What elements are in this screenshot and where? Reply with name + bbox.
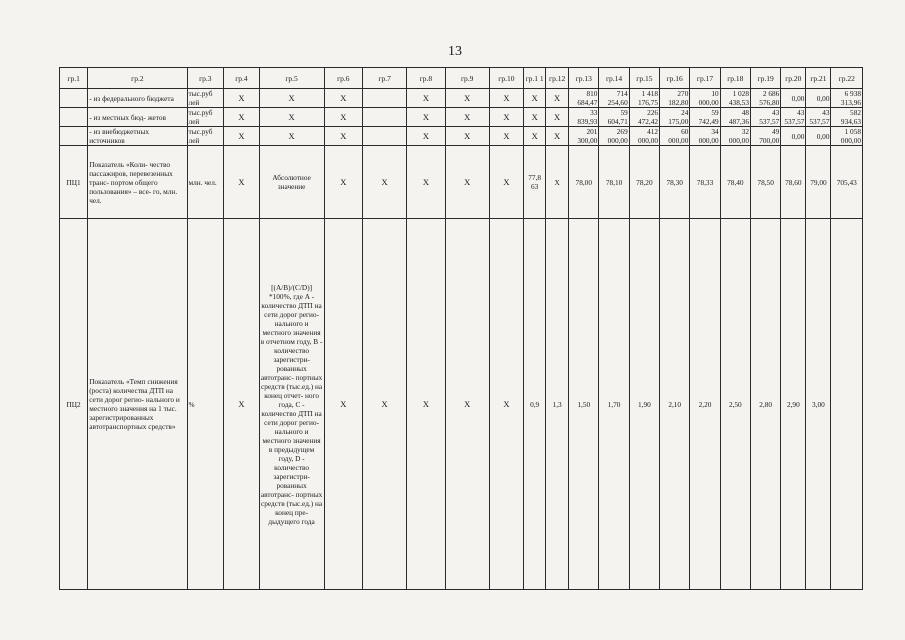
amount-cell [660,89,690,108]
unit-cell: млн. чел. [187,146,224,219]
amount-top: 412 [647,127,659,136]
amount-top: 269 [616,127,628,136]
value-cell: X [324,89,363,108]
value-cell: X [546,89,569,108]
value-cell: X [407,127,446,146]
indicator-value-cell: 78,33 [690,146,720,219]
amount-top: 201 [586,127,598,136]
amount-cell [629,89,659,108]
amount-bottom: 313,96 [840,98,861,107]
amount-bottom: 000,00 [698,98,719,107]
header-cell: гр.1 1 [524,68,546,89]
value-cell: X [259,89,324,108]
amount-cell [569,89,599,108]
table-body [60,68,863,590]
indicator-value-cell: 2,80 [750,219,780,590]
amount-cell [781,89,806,108]
value-cell: X [224,219,260,590]
indicator-value-cell: 2,90 [781,219,806,590]
amount-top: 1 028 [732,89,749,98]
value-cell: X [445,127,489,146]
amount-cell [831,89,863,108]
value-cell: X [524,127,546,146]
indicator-code-cell: ПЦ1 [60,146,88,219]
value-cell: X [259,127,324,146]
amount-cell [569,108,599,127]
amount-bottom: 0,00 [791,131,805,141]
value-cell [363,108,407,127]
amount-bottom: 934,63 [840,117,861,126]
amount-top: 60 [681,127,689,136]
amount-top: 1 418 [641,89,659,98]
amount-bottom: 438,53 [728,98,749,107]
value-cell: X [546,127,569,146]
indicator-value-cell: 78,40 [720,146,750,219]
amount-cell [629,108,659,127]
amount-bottom: 000,00 [698,136,719,145]
header-cell: гр.13 [569,68,599,89]
code-cell [60,127,88,146]
amount-cell [831,108,863,127]
amount-bottom: 176,75 [637,98,659,107]
table-row [60,127,863,146]
amount-top: 2 686 [762,89,780,98]
amount-top: 10 [711,89,719,98]
amount-top: 714 [616,89,628,98]
amount-bottom: 000,00 [668,136,689,145]
amount-cell [781,127,806,146]
value-cell: X [224,89,260,108]
value-cell: X [259,108,324,127]
amount-top: 34 [711,127,719,136]
header-cell: гр.3 [187,68,224,89]
header-cell: гр.6 [324,68,363,89]
amount-bottom: 472,42 [637,117,659,126]
value-cell: X [224,146,260,219]
indicator-name-cell: Показатель «Темп снижения (роста) количества ДТП на сети дорог регио- нального и местного значения на 1 тыс. зарегистрированных автотранспортных средств» [88,219,187,590]
value-cell: X [407,89,446,108]
value-cell: X [324,219,363,590]
value-cell: X [546,108,569,127]
amount-bottom: 000,00 [840,136,861,145]
amount-top: 43 [772,108,780,117]
indicator-code-cell: ПЦ2 [60,219,88,590]
code-cell [60,89,88,108]
amount-bottom: 684,47 [577,98,598,107]
indicator-value-cell: 79,00 [806,146,831,219]
amount-bottom: 0,00 [791,93,805,103]
value-cell: X [489,146,524,219]
value-cell: X [407,219,446,590]
amount-cell [806,127,831,146]
amount-bottom: 742,49 [698,117,719,126]
header-cell: гр.15 [629,68,659,89]
indicator-value-cell: 78,20 [629,146,659,219]
amount-top: 6 938 [844,89,861,98]
indicator-value-cell: 1,70 [599,219,629,590]
amount-cell [720,89,750,108]
header-cell: гр.7 [363,68,407,89]
amount-top: 48 [741,108,749,117]
value-cell: 1,3 [546,219,569,590]
header-cell: гр.4 [224,68,260,89]
amount-top: 43 [797,108,805,117]
amount-cell [750,127,780,146]
amount-bottom: 000,00 [728,136,749,145]
header-cell: гр.12 [546,68,569,89]
indicator-name-cell: Показатель «Коли- чество пассажиров, перевезенных транс- портом общего пользования» – все- го, млн. чел. [88,146,187,219]
amount-cell [781,108,806,127]
indicator-value-cell: 705,43 [831,146,863,219]
row-name-cell: - из внебюджетных источников [88,127,187,146]
amount-bottom: 487,36 [728,117,749,126]
indicator-table [59,67,863,590]
unit-cell: % [187,219,224,590]
header-cell: гр.2 [88,68,187,89]
amount-cell [660,127,690,146]
amount-top: 43 [822,108,830,117]
amount-bottom: 300,00 [577,136,598,145]
amount-cell [599,127,629,146]
amount-cell [690,127,720,146]
value-cell: X [407,108,446,127]
amount-cell [690,108,720,127]
header-cell: гр.16 [660,68,690,89]
amount-cell [569,127,599,146]
header-cell: гр.21 [806,68,831,89]
amount-bottom: 537,57 [809,117,830,126]
value-cell: X [363,146,407,219]
header-cell: гр.5 [259,68,324,89]
table-row [60,108,863,127]
amount-bottom: 700,00 [759,136,780,145]
amount-top: 24 [681,108,689,117]
value-cell: X [324,146,363,219]
amount-cell [690,89,720,108]
indicator-value-cell: 3,00 [806,219,831,590]
amount-top: 49 [772,127,780,136]
value-cell: X [445,219,489,590]
amount-cell [629,127,659,146]
header-cell: гр.22 [831,68,863,89]
formula-cell: Абсолютное значение [259,146,324,219]
amount-cell [599,108,629,127]
unit-cell: тыс.руб лей [187,108,224,127]
indicator-value-cell: 78,10 [599,146,629,219]
header-cell: гр.14 [599,68,629,89]
amount-bottom: 000,00 [637,136,659,145]
amount-bottom: 576,80 [759,98,780,107]
indicator-value-cell: 78,60 [781,146,806,219]
value-cell: X [407,146,446,219]
indicator-value-cell: 78,00 [569,146,599,219]
header-cell: гр.9 [445,68,489,89]
indicator-value-cell: 2,10 [660,219,690,590]
value-cell: X [445,89,489,108]
amount-bottom: 0,00 [816,93,830,103]
value-cell: X [224,127,260,146]
value-cell: 77,8 63 [524,146,546,219]
unit-cell: тыс.руб лей [187,89,224,108]
row-name-cell: - из федерального бюджета [88,89,187,108]
amount-bottom: 254,60 [607,98,628,107]
indicator-value-cell: 78,30 [660,146,690,219]
indicator-value-cell: 2,50 [720,219,750,590]
amount-cell [806,89,831,108]
amount-cell [720,108,750,127]
code-cell [60,108,88,127]
value-cell: X [363,219,407,590]
value-cell: X [546,146,569,219]
value-cell: X [224,108,260,127]
header-cell: гр.10 [489,68,524,89]
page-number: 13 [448,44,462,59]
header-cell: гр.19 [750,68,780,89]
row-name-cell: - из местных бюд- жетов [88,108,187,127]
amount-top: 270 [677,89,689,98]
amount-bottom: 537,57 [784,117,805,126]
header-cell: гр.8 [407,68,446,89]
amount-top: 59 [620,108,628,117]
value-cell: X [489,219,524,590]
indicator-value-cell: 78,50 [750,146,780,219]
amount-top: 59 [711,108,719,117]
amount-cell [831,127,863,146]
unit-cell: тыс.руб лей [187,127,224,146]
amount-bottom: 537,57 [759,117,780,126]
value-cell [363,127,407,146]
value-cell [363,89,407,108]
value-cell: 0,9 [524,219,546,590]
indicator-value-cell: 1,50 [569,219,599,590]
amount-top: 226 [647,108,659,117]
amount-top: 582 [850,108,861,117]
amount-top: 1 058 [844,127,861,136]
value-cell: X [445,108,489,127]
value-cell: X [524,89,546,108]
value-cell: X [324,108,363,127]
amount-bottom: 182,80 [668,98,689,107]
amount-cell [720,127,750,146]
header-cell: гр.18 [720,68,750,89]
amount-cell [750,108,780,127]
formula-cell: [(A/B)/(C/D)] *100%, где А - количество ДТП на сети дорог регио- нального и местного значения в отчетном году, В - количество зарегистри- рованных автотранс- портных средств (тыс.ед.) на конец отчет- ного года, С - количество ДТП на сети дорог регио- нального и местного значения в предыдущем году, D - количество зарегистри- рованных автотранс- портных средств (тыс.ед.) на конец пре- дыдущего года [259,219,324,590]
amount-bottom: 0,00 [816,131,830,141]
table-row [60,219,863,590]
value-cell: X [524,108,546,127]
indicator-value-cell [831,219,863,590]
header-cell: гр.1 [60,68,88,89]
amount-bottom: 000,00 [607,136,628,145]
indicator-value-cell: 2,20 [690,219,720,590]
value-cell: X [489,108,524,127]
amount-top: 32 [741,127,749,136]
amount-cell [750,89,780,108]
header-cell: гр.17 [690,68,720,89]
amount-top: 33 [590,108,598,117]
amount-cell [599,89,629,108]
table-row [60,146,863,219]
amount-bottom: 839,93 [577,117,598,126]
amount-bottom: 604,71 [607,117,628,126]
amount-top: 810 [586,89,598,98]
table-row [60,89,863,108]
value-cell: X [445,146,489,219]
value-cell: X [489,127,524,146]
value-cell: X [324,127,363,146]
value-cell: X [489,89,524,108]
amount-cell [806,108,831,127]
header-cell: гр.20 [781,68,806,89]
indicator-value-cell: 1,90 [629,219,659,590]
amount-bottom: 175,00 [668,117,689,126]
amount-cell [660,108,690,127]
header-row [60,68,863,89]
